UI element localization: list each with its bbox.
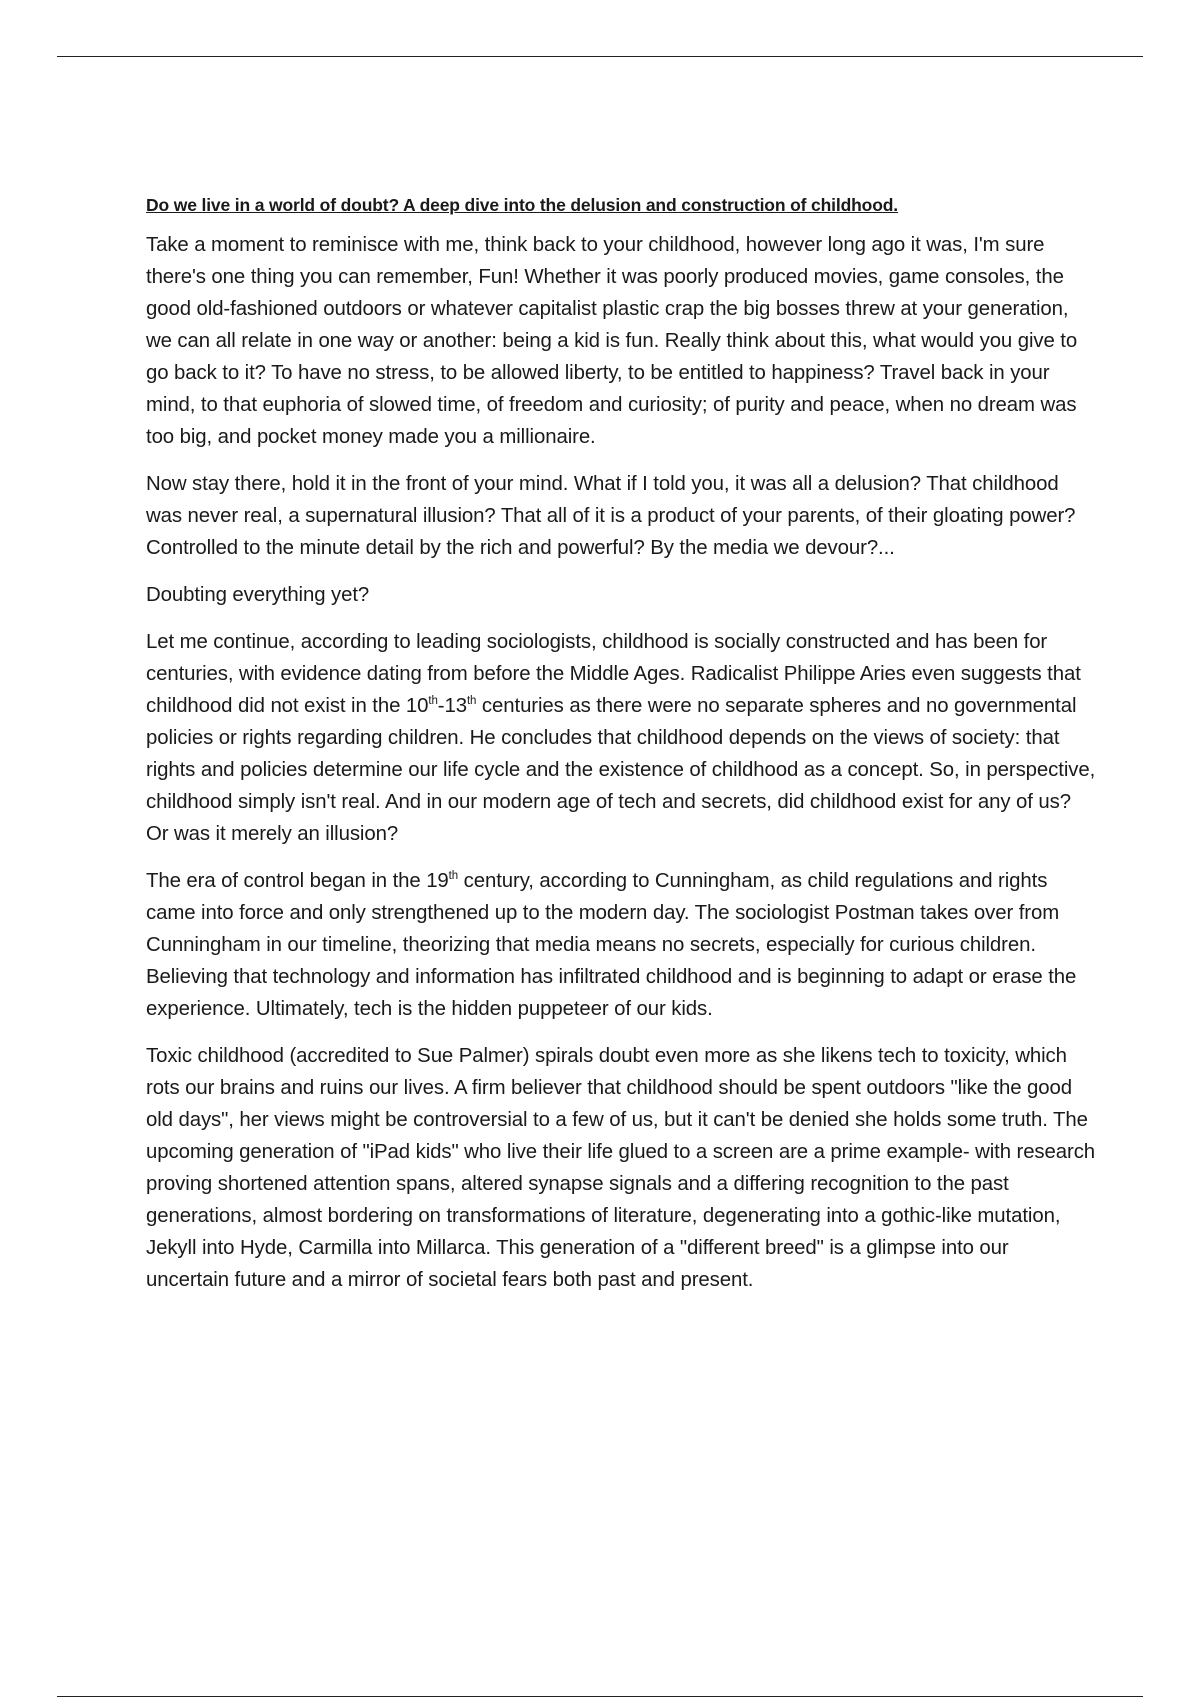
footer-rule (57, 1696, 1143, 1697)
document-title: Do we live in a world of doubt? A deep dive into the delusion and construction of childhood. (146, 195, 898, 215)
paragraph-4 (146, 626, 1096, 850)
ordinal-suffix: th (448, 870, 459, 883)
paragraph-4-part-b: -13 (437, 695, 467, 717)
document-body (146, 193, 1096, 1311)
paragraph-1: Take a moment to reminisce with me, think back to your childhood, however long ago it was, I'm sure there's one thing you can remember, Fun! Whether it was poorly produced movies, game consoles, the good old-fashioned outdoors or whatever capitalist plastic crap the big bosses threw at your generation, we can all relate in one way or another: being a kid is fun. Really think about this, what would you give to go back to it? To have no stress, to be allowed liberty, to be entitled to happiness? Travel back in your mind, to that euphoria of slowed time, of freedom and curiosity; of purity and peace, when no dream was too big, and pocket money made you a millionaire. (146, 234, 1078, 448)
paragraph-5-part-b: century, according to Cunningham, as child regulations and rights came into force and only strengthened up to the modern day. The sociologist Postman takes over from Cunningham in our timeline, theorizing that media means no secrets, especially for curious children. Believing that technology and information has infiltrated childhood and is beginning to adapt or erase the experience. Ultimately, tech is the hidden puppeteer of our kids. (146, 870, 1077, 1020)
paragraph-3: Doubting everything yet? (146, 584, 370, 606)
paragraph-4-part-a: Let me continue, according to leading sociologists, childhood is socially constructed and has been for centuries, with evidence dating from before the Middle Ages. Radicalist Philippe Aries even suggests that childhood did not exist in the 10 (146, 631, 1081, 717)
paragraph-4-part-c: centuries as there were no separate spheres and no governmental policies or rights regarding children. He concludes that childhood depends on the views of society: that rights and policies determine our life cycle and the existence of childhood as a concept. So, in perspective, childhood simply isn't real. And in our modern age of tech and secrets, did childhood exist for any of us? Or was it merely an illusion? (146, 695, 1096, 845)
ordinal-suffix: th (466, 695, 477, 708)
header-rule (57, 56, 1143, 57)
ordinal-suffix: th (428, 695, 438, 708)
paragraph-2: Now stay there, hold it in the front of your mind. What if I told you, it was all a delusion? That childhood was never real, a supernatural illusion? That all of it is a product of your parents, of their gloating power? Controlled to the minute detail by the rich and powerful? By the media we devour?... (146, 473, 1076, 559)
paragraph-5 (146, 865, 1096, 1025)
paragraph-6: Toxic childhood (accredited to Sue Palmer) spirals doubt even more as she likens tech to toxicity, which rots our brains and ruins our lives. A firm believer that childhood should be spent outdoors "like the good old days", her views might be controversial to a few of us, but it can't be denied she holds some truth. The upcoming generation of "iPad kids" who live their life glued to a screen are a prime example- with research proving shortened attention spans, altered synapse signals and a differing recognition to the past generations, almost bordering on transformations of literature, degenerating into a gothic-like mutation, Jekyll into Hyde, Carmilla into Millarca. This generation of a "different breed" is a glimpse into our uncertain future and a mirror of societal fears both past and present. (146, 1045, 1096, 1291)
paragraph-5-part-a: The era of control began in the 19 (146, 870, 449, 892)
